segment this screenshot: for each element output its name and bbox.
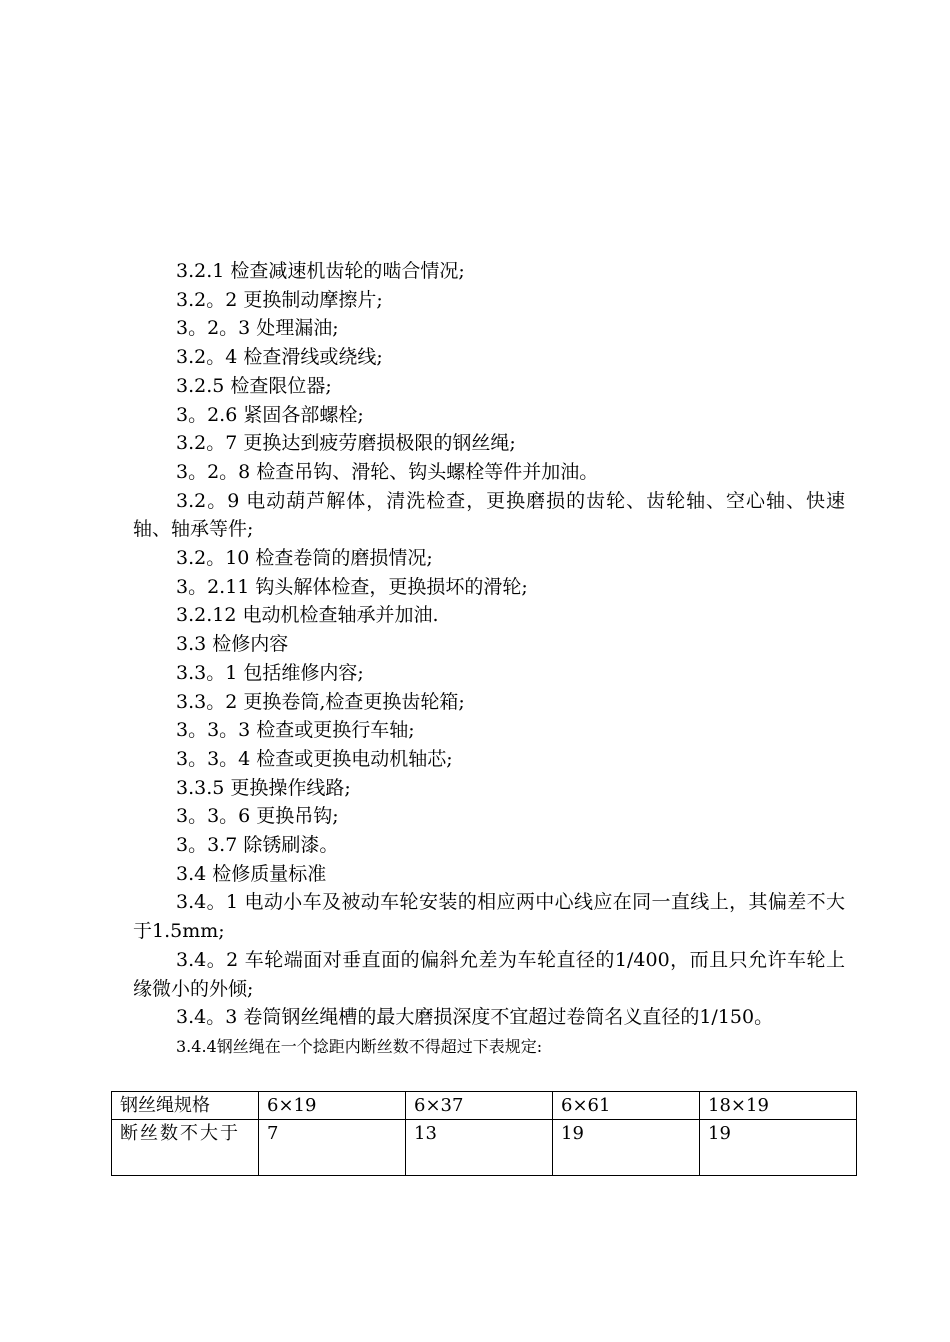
item-3-2-10: 3.2。10 检查卷筒的磨损情况; <box>176 547 433 570</box>
table-cell: 断丝数不大于 <box>112 1120 259 1176</box>
table-cell: 钢丝绳规格 <box>112 1092 259 1120</box>
table-cell: 6×37 <box>406 1092 553 1120</box>
item-3-2-7: 3.2。7 更换达到疲劳磨损极限的钢丝绳; <box>176 432 516 455</box>
table-caption: 3.4.4钢丝绳在一个捻距内断丝数不得超过下表规定: <box>176 1036 543 1056</box>
item-3-2-11: 3。2.11 钩头解体检查，更换损坏的滑轮; <box>176 575 528 598</box>
item-3-4-1: 3.4。1 电动小车及被动车轮安装的相应两中心线应在同一直线上，其偏差不大于1.5mm; <box>133 891 845 943</box>
section-3-3-heading: 3.3 检修内容 <box>176 633 289 656</box>
item-3-2-9: 3.2。9 电动葫芦解体，清洗检查，更换磨损的齿轮、齿轮轴、空心轴、快速轴、轴承等件; <box>133 489 845 541</box>
item-3-2-3: 3。2。3 处理漏油; <box>176 317 339 340</box>
table-cell: 6×61 <box>553 1092 700 1120</box>
item-3-4-3: 3.4。3 卷筒钢丝绳槽的最大磨损深度不宜超过卷筒名义直径的1/150。 <box>176 1006 774 1029</box>
item-3-2-4: 3.2。4 检查滑线或绕线; <box>176 346 383 369</box>
table-cell: 7 <box>259 1120 406 1176</box>
wire-rope-table <box>111 1091 857 1176</box>
item-3-3-4: 3。3。4 检查或更换电动机轴芯; <box>176 747 453 770</box>
item-3-2-12: 3.2.12 电动机检查轴承并加油. <box>176 604 439 627</box>
table-cell: 6×19 <box>259 1092 406 1120</box>
table-cell: 19 <box>700 1120 857 1176</box>
item-3-2-5: 3.2.5 检查限位器; <box>176 374 332 397</box>
item-3-3-1: 3.3。1 包括维修内容; <box>176 661 364 684</box>
item-3-3-7: 3。3.7 除锈刷漆。 <box>176 834 339 857</box>
table-row <box>112 1092 857 1120</box>
item-3-2-1: 3.2.1 检查减速机齿轮的啮合情况; <box>176 260 465 282</box>
item-3-3-5: 3.3.5 更换操作线路; <box>176 776 351 799</box>
item-3-3-2: 3.3。2 更换卷筒,检查更换齿轮箱; <box>176 690 465 713</box>
item-3-3-3: 3。3。3 检查或更换行车轴; <box>176 719 415 742</box>
item-3-2-2: 3.2。2 更换制动摩擦片; <box>176 288 383 311</box>
item-3-3-6: 3。3。6 更换吊钩; <box>176 805 339 828</box>
item-3-2-6: 3。2.6 紧固各部螺栓; <box>176 403 364 426</box>
section-3-4-heading: 3.4 检修质量标准 <box>176 862 327 885</box>
item-3-2-8: 3。2。8 检查吊钩、滑轮、钩头螺栓等件并加油。 <box>176 460 599 483</box>
item-3-4-2: 3.4。2 车轮端面对垂直面的偏斜允差为车轮直径的1/400，而且只允许车轮上缘微小的外倾; <box>133 948 845 1000</box>
table-cell: 19 <box>553 1120 700 1176</box>
table-row <box>112 1120 857 1176</box>
table-cell: 13 <box>406 1120 553 1176</box>
table-cell: 18×19 <box>700 1092 857 1120</box>
document-body <box>133 257 845 1058</box>
